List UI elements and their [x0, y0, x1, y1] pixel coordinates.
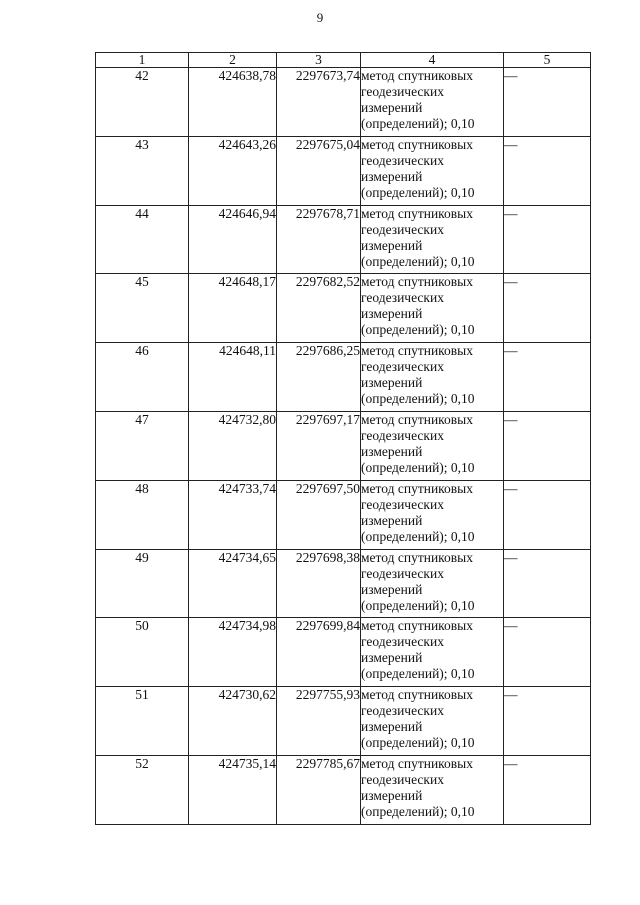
header-col-4: 4	[361, 53, 504, 68]
table-row	[96, 549, 591, 618]
method-description	[361, 411, 504, 480]
method-line: метод спутниковых	[361, 755, 473, 771]
method-line: (определений); 0,10	[361, 253, 475, 269]
coordinate-y: 2297699,84	[277, 618, 361, 687]
method-line: геодезических	[361, 565, 444, 581]
note-cell	[504, 618, 591, 687]
method-line: метод спутниковых	[361, 343, 473, 359]
method-description	[361, 618, 504, 687]
method-line: (определений); 0,10	[361, 184, 475, 200]
method-line: измерений	[361, 168, 423, 184]
coordinate-x: 424643,26	[189, 136, 277, 205]
table-row	[96, 480, 591, 549]
table-row	[96, 136, 591, 205]
coordinate-y: 2297697,50	[277, 480, 361, 549]
method-line: измерений	[361, 443, 423, 459]
dash-mark: —	[504, 136, 518, 152]
method-line: (определений); 0,10	[361, 735, 475, 751]
method-description	[361, 136, 504, 205]
table-row	[96, 274, 591, 343]
method-line: измерений	[361, 512, 423, 528]
coordinate-y: 2297697,17	[277, 411, 361, 480]
coordinates-table	[95, 52, 591, 825]
note-cell	[504, 755, 591, 824]
method-line: измерений	[361, 719, 423, 735]
dash-mark: —	[504, 343, 518, 359]
header-col-1: 1	[96, 53, 189, 68]
dash-mark: —	[504, 480, 518, 496]
coordinate-x: 424638,78	[189, 68, 277, 137]
dash-mark: —	[504, 68, 518, 83]
note-cell	[504, 343, 591, 412]
header-col-3: 3	[277, 53, 361, 68]
coordinate-x: 424735,14	[189, 755, 277, 824]
point-number: 47	[96, 411, 189, 480]
coordinate-x: 424648,17	[189, 274, 277, 343]
dash-mark: —	[504, 618, 518, 634]
note-cell	[504, 68, 591, 137]
point-number: 44	[96, 205, 189, 274]
method-line: (определений); 0,10	[361, 803, 475, 819]
method-line: геодезических	[361, 703, 444, 719]
table-row	[96, 618, 591, 687]
table-row	[96, 687, 591, 756]
dash-mark: —	[504, 549, 518, 565]
coordinate-y: 2297686,25	[277, 343, 361, 412]
point-number: 51	[96, 687, 189, 756]
note-cell	[504, 480, 591, 549]
coordinate-x: 424730,62	[189, 687, 277, 756]
point-number: 45	[96, 274, 189, 343]
method-line: измерений	[361, 237, 423, 253]
table-body	[96, 68, 591, 825]
table-row	[96, 343, 591, 412]
dash-mark: —	[504, 687, 518, 703]
method-line: измерений	[361, 375, 423, 391]
method-line: метод спутниковых	[361, 205, 473, 221]
point-number: 49	[96, 549, 189, 618]
method-line: измерений	[361, 306, 423, 322]
dash-mark: —	[504, 274, 518, 290]
method-line: метод спутниковых	[361, 549, 473, 565]
coordinate-y: 2297678,71	[277, 205, 361, 274]
coordinate-y: 2297675,04	[277, 136, 361, 205]
method-description	[361, 68, 504, 137]
method-description	[361, 549, 504, 618]
note-cell	[504, 687, 591, 756]
method-description	[361, 274, 504, 343]
point-number: 46	[96, 343, 189, 412]
method-line: (определений); 0,10	[361, 528, 475, 544]
note-cell	[504, 274, 591, 343]
method-line: измерений	[361, 650, 423, 666]
dash-mark: —	[504, 411, 518, 427]
method-line: геодезических	[361, 290, 444, 306]
coordinate-x: 424734,98	[189, 618, 277, 687]
method-line: (определений); 0,10	[361, 116, 475, 131]
point-number: 52	[96, 755, 189, 824]
method-line: метод спутниковых	[361, 411, 473, 427]
dash-mark: —	[504, 755, 518, 771]
coordinate-x: 424734,65	[189, 549, 277, 618]
method-line: геодезических	[361, 84, 444, 99]
method-line: измерений	[361, 100, 423, 115]
coordinate-x: 424646,94	[189, 205, 277, 274]
method-line: измерений	[361, 787, 423, 803]
method-description	[361, 687, 504, 756]
method-line: метод спутниковых	[361, 480, 473, 496]
point-number: 48	[96, 480, 189, 549]
method-description	[361, 480, 504, 549]
method-line: геодезических	[361, 427, 444, 443]
method-line: (определений); 0,10	[361, 459, 475, 475]
table-row	[96, 755, 591, 824]
note-cell	[504, 136, 591, 205]
method-description	[361, 343, 504, 412]
point-number: 50	[96, 618, 189, 687]
method-description	[361, 755, 504, 824]
coordinate-y: 2297673,74	[277, 68, 361, 137]
dash-mark: —	[504, 205, 518, 221]
header-col-2: 2	[189, 53, 277, 68]
method-line: (определений); 0,10	[361, 666, 475, 682]
point-number: 43	[96, 136, 189, 205]
method-line: метод спутниковых	[361, 618, 473, 634]
method-line: геодезических	[361, 221, 444, 237]
note-cell	[504, 205, 591, 274]
coordinate-y: 2297698,38	[277, 549, 361, 618]
coordinate-y: 2297785,67	[277, 755, 361, 824]
table-row	[96, 411, 591, 480]
method-line: метод спутниковых	[361, 68, 473, 83]
method-line: геодезических	[361, 634, 444, 650]
method-line: геодезических	[361, 152, 444, 168]
method-line: метод спутниковых	[361, 136, 473, 152]
method-line: метод спутниковых	[361, 687, 473, 703]
method-line: измерений	[361, 581, 423, 597]
method-line: (определений); 0,10	[361, 322, 475, 338]
note-cell	[504, 549, 591, 618]
page-number: 9	[316, 10, 324, 25]
method-line: (определений); 0,10	[361, 391, 475, 407]
table-row	[96, 68, 591, 137]
coordinate-y: 2297755,93	[277, 687, 361, 756]
method-line: метод спутниковых	[361, 274, 473, 290]
method-line: геодезических	[361, 359, 444, 375]
coordinate-x: 424732,80	[189, 411, 277, 480]
method-line: геодезических	[361, 771, 444, 787]
coordinate-x: 424648,11	[189, 343, 277, 412]
coordinate-y: 2297682,52	[277, 274, 361, 343]
point-number: 42	[96, 68, 189, 137]
method-description	[361, 205, 504, 274]
method-line: (определений); 0,10	[361, 597, 475, 613]
method-line: геодезических	[361, 496, 444, 512]
table-header-row	[96, 53, 591, 68]
header-col-5: 5	[504, 53, 591, 68]
table-row	[96, 205, 591, 274]
coordinate-x: 424733,74	[189, 480, 277, 549]
note-cell	[504, 411, 591, 480]
